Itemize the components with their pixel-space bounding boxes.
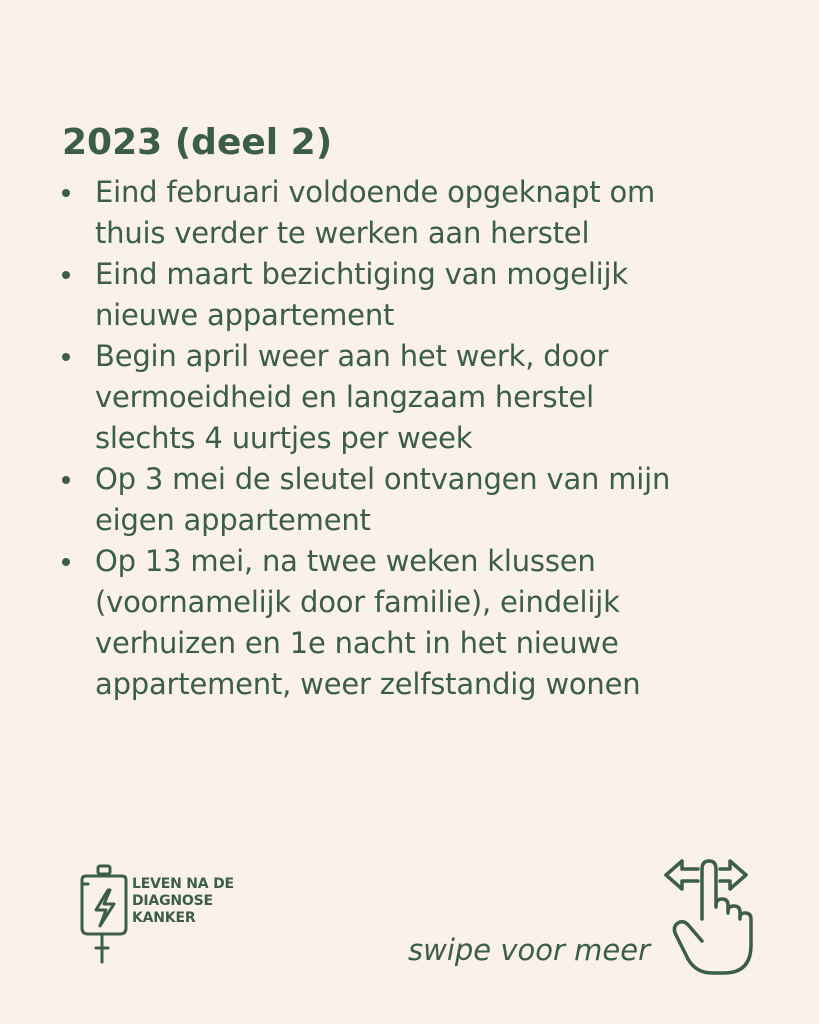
- brand-logo: [78, 862, 238, 972]
- list-item: [62, 336, 782, 459]
- brand-line-3: KANKER: [132, 910, 196, 926]
- bullet-icon: [62, 353, 70, 361]
- list-item: [62, 172, 782, 254]
- bullet-icon: [62, 189, 70, 197]
- brand-line-2: DIAGNOSE: [132, 893, 213, 909]
- list-item-text: Begin april weer aan het werk, door vermoeidheid en langzaam herstel slechts 4 uurtjes per week: [95, 339, 609, 455]
- page-title: 2023 (deel 2): [62, 122, 333, 163]
- list-item-text: Op 3 mei de sleutel ontvangen van mijn eigen appartement: [95, 462, 671, 537]
- brand-line-1: LEVEN NA DE: [132, 876, 234, 892]
- list-item-text: Eind maart bezichtiging van mogelijk nieuwe appartement: [95, 257, 628, 332]
- swipe-hand-icon: [662, 855, 762, 981]
- list-item-text: Eind februari voldoende opgeknapt om thuis verder te werken aan herstel: [95, 175, 656, 250]
- timeline-list: [62, 172, 782, 705]
- bullet-icon: [62, 476, 70, 484]
- brand-name: [132, 876, 234, 927]
- bullet-icon: [62, 271, 70, 279]
- list-item-text: Op 13 mei, na twee weken klussen (voornamelijk door familie), eindelijk verhuizen en 1e nacht in het nieuwe appartement, weer zelfstandig wonen: [95, 544, 641, 701]
- bullet-icon: [62, 558, 70, 566]
- list-item: [62, 459, 782, 541]
- swipe-hint: swipe voor meer: [408, 933, 650, 967]
- iv-bag-lightning-icon: [78, 862, 134, 970]
- list-item: [62, 541, 782, 705]
- list-item: [62, 254, 782, 336]
